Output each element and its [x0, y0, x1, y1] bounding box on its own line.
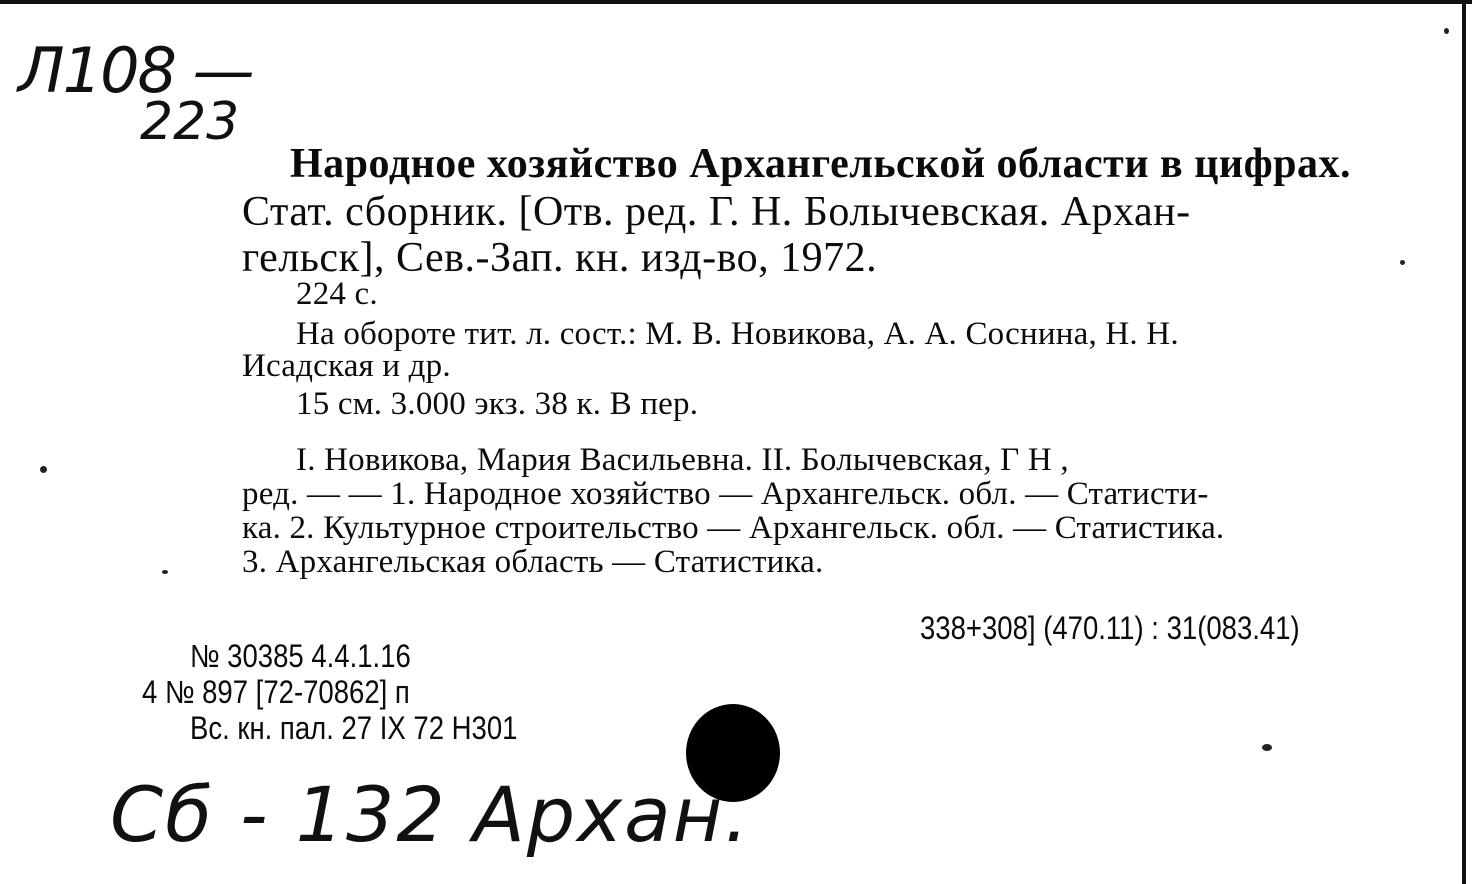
- card-title-line3: гельск], Сев.-Зап. кн. изд-во, 1972.: [242, 235, 878, 281]
- tracing-line2: ред. — — 1. Народное хозяйство — Архангельск. обл. — Статисти-: [242, 476, 1209, 512]
- book-chamber-stamp: Вс. кн. пал. 27 IX 72 Н301: [190, 710, 518, 746]
- physical-description: 15 см. 3.000 экз. 38 к. В пер.: [296, 386, 699, 422]
- speck: [1262, 744, 1272, 751]
- handwritten-note: Сб - 132 Архан.: [110, 770, 751, 859]
- shelf-mark-bottom: 223: [140, 92, 240, 152]
- order-number: 4 № 897 [72-70862] п: [142, 674, 410, 710]
- card-title-line1: Народное хозяйство Архангельской области в цифрах.: [290, 141, 1352, 187]
- record-number: № 30385 4.4.1.16: [190, 638, 411, 674]
- tracing-line3: ка. 2. Культурное строительство — Архангельск. обл. — Статистика.: [242, 510, 1225, 546]
- pages: 224 с.: [296, 276, 378, 312]
- card-title-line2: Стат. сборник. [Отв. ред. Г. Н. Болычевская. Архан-: [242, 189, 1191, 235]
- verso-note-line2: Исадская и др.: [242, 348, 451, 384]
- speck: [1400, 260, 1405, 265]
- card-edge: [1462, 4, 1466, 884]
- speck: [162, 570, 168, 574]
- shelf-mark-top: Л108 —: [18, 34, 253, 107]
- speck: [1444, 28, 1449, 34]
- speck: [40, 466, 47, 473]
- tracing-line4: 3. Архангельская область — Статистика.: [242, 544, 824, 580]
- tracing-line1: I. Новикова, Мария Васильевна. II. Болычевская, Г Н ,: [296, 442, 1069, 478]
- classification-index: 338+308] (470.11) : 31(083.41): [920, 610, 1300, 646]
- verso-note-line1: На обороте тит. л. сост.: М. В. Новикова, А. А. Соснина, Н. Н.: [296, 316, 1179, 352]
